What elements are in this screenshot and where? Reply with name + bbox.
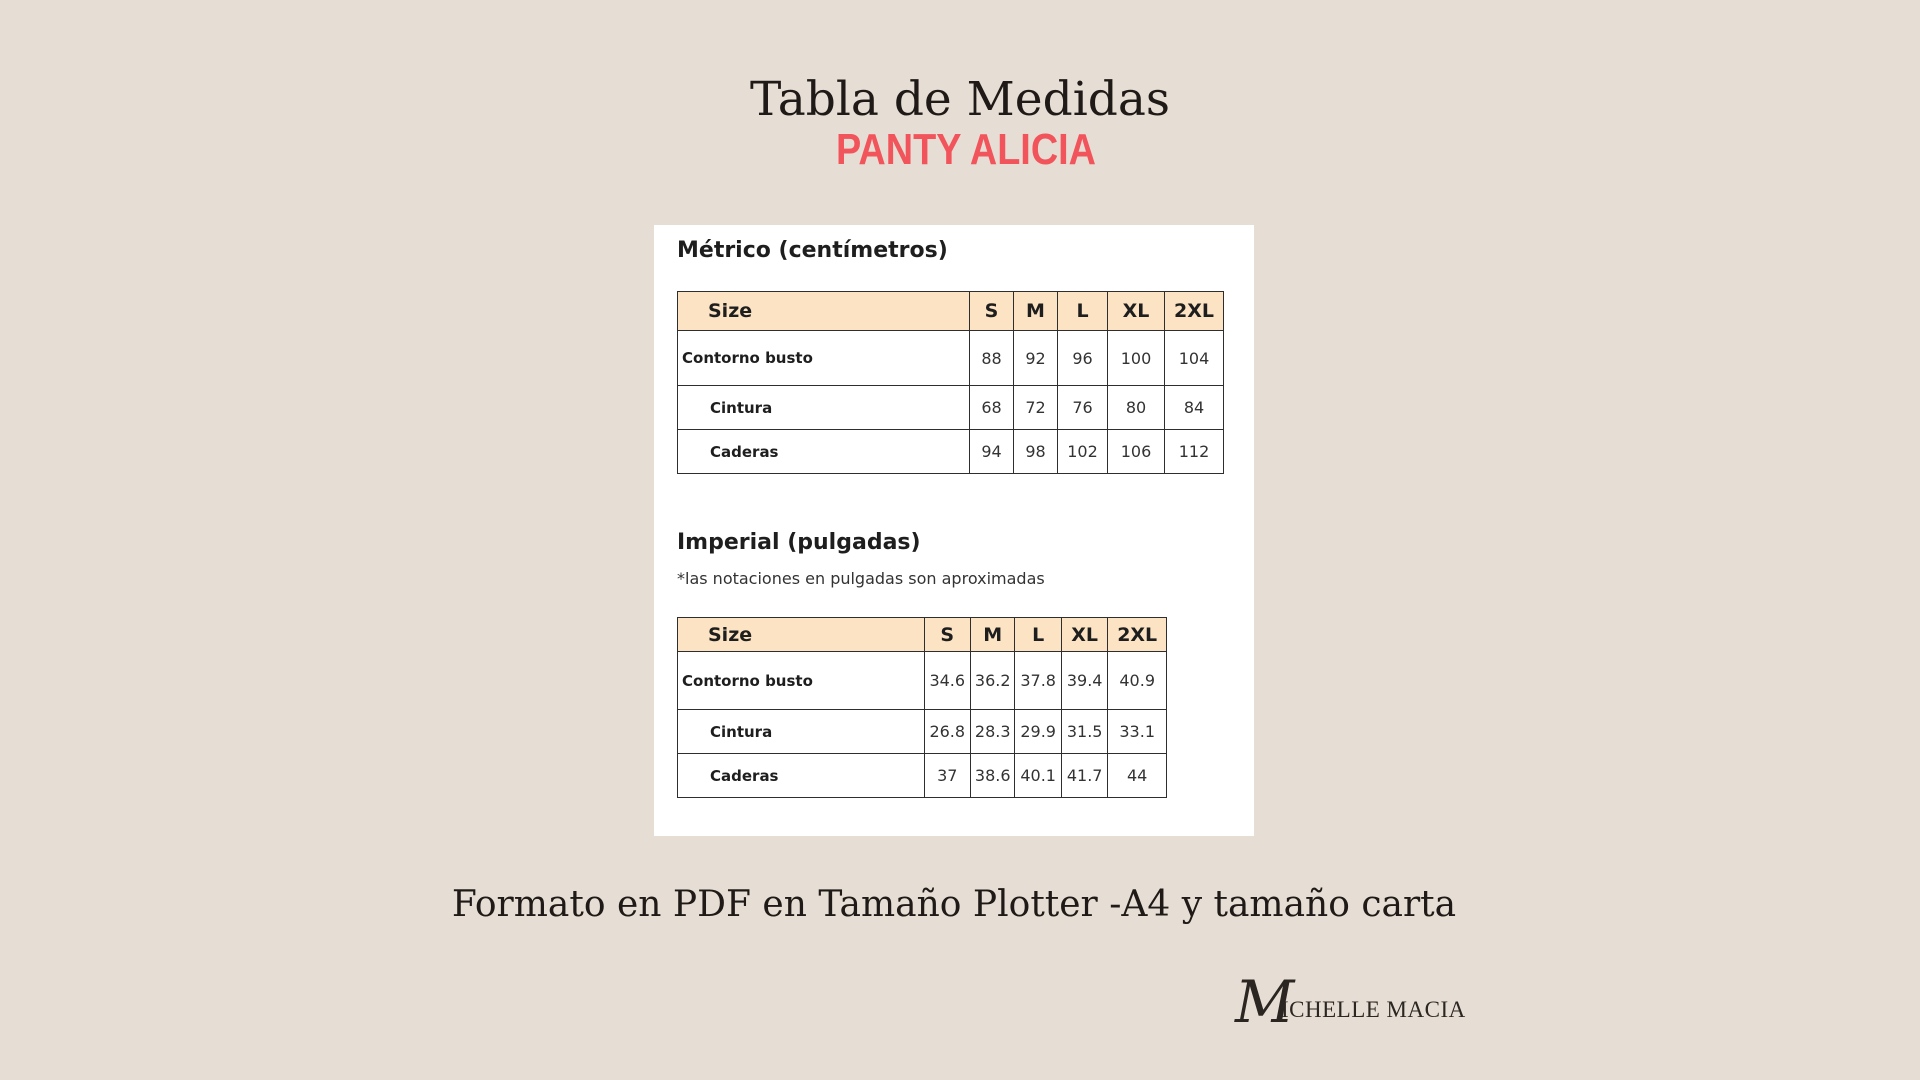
column-header-xl: XL (1108, 292, 1165, 331)
table-cell: 92 (1014, 331, 1058, 386)
imperial-table (677, 617, 1167, 798)
table-cell: 31.5 (1061, 710, 1107, 754)
table-cell: 29.9 (1015, 710, 1061, 754)
column-header-xl: XL (1061, 618, 1107, 652)
table-cell: 106 (1108, 430, 1165, 474)
row-label-caderas: Caderas (678, 754, 925, 798)
brand-name: ICHELLE MACIA (1281, 997, 1466, 1022)
table-cell: 40.1 (1015, 754, 1061, 798)
product-name: PANTY ALICIA (836, 125, 1096, 174)
table-cell: 38.6 (970, 754, 1014, 798)
column-header-l: L (1015, 618, 1061, 652)
imperial-note: *las notaciones en pulgadas son aproximadas (677, 569, 1045, 588)
column-header-l: L (1058, 292, 1108, 331)
table-cell: 94 (970, 430, 1014, 474)
row-label-contorno-busto: Contorno busto (678, 331, 970, 386)
column-header-m: M (970, 618, 1014, 652)
table-cell: 112 (1165, 430, 1224, 474)
table-cell: 76 (1058, 386, 1108, 430)
column-header-2xl: 2XL (1108, 618, 1167, 652)
table-cell: 37 (924, 754, 970, 798)
column-header-size: Size (678, 292, 970, 331)
table-row (678, 430, 1224, 474)
imperial-section-title: Imperial (pulgadas) (677, 530, 921, 555)
table-cell: 36.2 (970, 652, 1014, 710)
metric-table (677, 291, 1224, 474)
brand-logo (1235, 968, 1475, 1036)
table-cell: 100 (1108, 331, 1165, 386)
table-cell: 68 (970, 386, 1014, 430)
table-cell: 26.8 (924, 710, 970, 754)
table-cell: 33.1 (1108, 710, 1167, 754)
column-header-s: S (924, 618, 970, 652)
table-row (678, 331, 1224, 386)
table-cell: 34.6 (924, 652, 970, 710)
column-header-2xl: 2XL (1165, 292, 1224, 331)
size-chart-card (654, 225, 1254, 836)
table-cell: 96 (1058, 331, 1108, 386)
table-cell: 104 (1165, 331, 1224, 386)
column-header-s: S (970, 292, 1014, 331)
table-cell: 37.8 (1015, 652, 1061, 710)
metric-section-title: Métrico (centímetros) (677, 238, 948, 263)
table-cell: 80 (1108, 386, 1165, 430)
table-cell: 84 (1165, 386, 1224, 430)
row-label-caderas: Caderas (678, 430, 970, 474)
row-label-contorno-busto: Contorno busto (678, 652, 925, 710)
metric-header-row (678, 292, 1224, 331)
table-row (678, 386, 1224, 430)
format-note: Formato en PDF en Tamaño Plotter -A4 y tamaño carta (451, 884, 1457, 925)
table-cell: 28.3 (970, 710, 1014, 754)
imperial-header-row (678, 618, 1167, 652)
row-label-cintura: Cintura (678, 386, 970, 430)
column-header-size: Size (678, 618, 925, 652)
table-row (678, 652, 1167, 710)
table-cell: 40.9 (1108, 652, 1167, 710)
table-cell: 41.7 (1061, 754, 1107, 798)
table-cell: 72 (1014, 386, 1058, 430)
table-cell: 88 (970, 331, 1014, 386)
table-row (678, 754, 1167, 798)
table-cell: 102 (1058, 430, 1108, 474)
table-cell: 39.4 (1061, 652, 1107, 710)
column-header-m: M (1014, 292, 1058, 331)
row-label-cintura: Cintura (678, 710, 925, 754)
table-cell: 98 (1014, 430, 1058, 474)
page-title: Tabla de Medidas (750, 72, 1170, 127)
table-cell: 44 (1108, 754, 1167, 798)
brand-initial: M (1235, 968, 1295, 1036)
table-row (678, 710, 1167, 754)
